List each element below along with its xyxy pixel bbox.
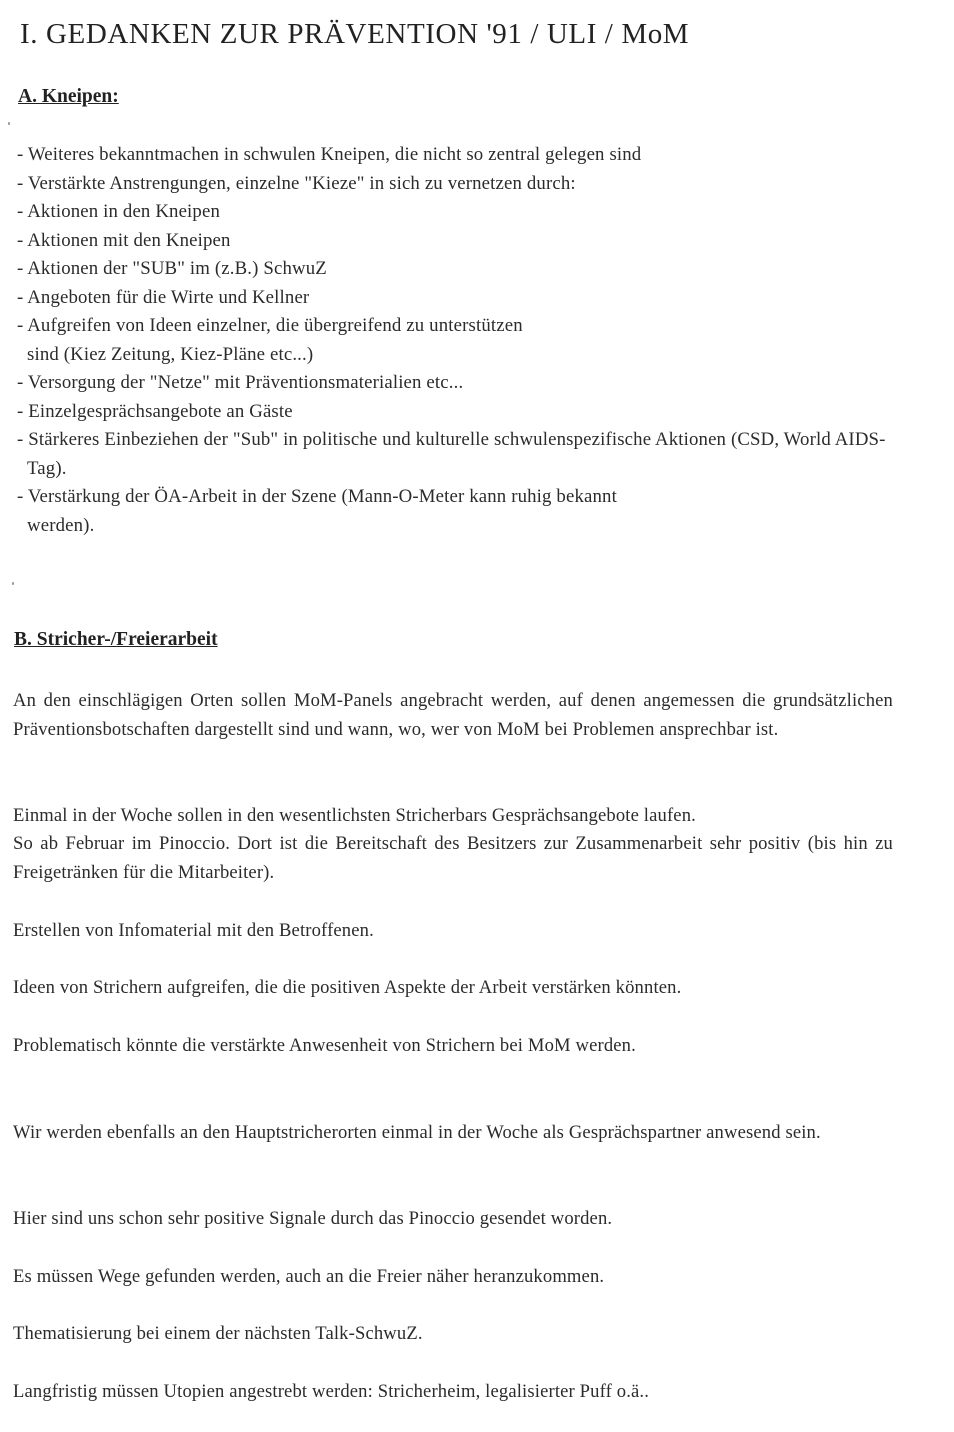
section-heading-kneipen: A. Kneipen: (18, 86, 119, 107)
list-item: - Stärkeres Einbeziehen der "Sub" in politische und kulturelle schwulenspezifische Aktionen (CSD, World AIDS-Tag). (17, 429, 886, 479)
paragraph: Einmal in der Woche sollen in den wesentlichsten Stricherbars Gesprächsangebote laufen. (13, 805, 696, 826)
kneipen-list (17, 141, 917, 540)
list-item: - Weiteres bekanntmachen in schwulen Kneipen, die nicht so zentral gelegen sind (17, 144, 642, 165)
paragraph: Hier sind uns schon sehr positive Signale durch das Pinoccio gesendet worden. (13, 1208, 613, 1229)
paragraph: So ab Februar im Pinoccio. Dort ist die Bereitschaft des Besitzers zur Zusammenarbeit sehr positiv (bis hin zu Freigetränken für die Mitarbeiter). (13, 833, 893, 883)
list-item: - Aufgreifen von Ideen einzelner, die übergreifend zu unterstützen sind (Kiez Zeitung, Kiez-Pläne etc...) (17, 315, 523, 365)
section-heading-stricher-freierarbeit: B. Stricher-/Freierarbeit (14, 629, 218, 650)
paragraph: An den einschlägigen Orten sollen MoM-Panels angebracht werden, auf denen angemessen die grundsätzlichen Präventionsbotschaften dargestellt sind und wann, wo, wer von MoM bei Problemen ansprechbar ist. (13, 690, 893, 740)
paragraph: Erstellen von Infomaterial mit den Betroffenen. (13, 920, 374, 941)
paragraph: Thematisierung bei einem der nächsten Talk-SchwuZ. (13, 1323, 423, 1344)
paragraph: Ideen von Strichern aufgreifen, die die positiven Aspekte der Arbeit verstärken könnten. (13, 977, 682, 998)
list-item: - Angeboten für die Wirte und Kellner (17, 286, 310, 308)
list-item: - Einzelgesprächsangebote an Gäste (17, 400, 293, 422)
list-item: - Aktionen mit den Kneipen (17, 229, 231, 251)
scan-speck (8, 122, 10, 125)
list-item: - Versorgung der "Netze" mit Präventionsmaterialien etc... (17, 372, 464, 393)
paragraph: Problematisch könnte die verstärkte Anwesenheit von Strichern bei MoM werden. (13, 1035, 636, 1056)
list-item: - Aktionen der "SUB" im (z.B.) SchwuZ (17, 258, 327, 279)
scan-speck (12, 582, 14, 585)
list-item: - Verstärkte Anstrengungen, einzelne "Kieze" in sich zu vernetzen durch: (17, 172, 576, 194)
paragraph: Langfristig müssen Utopien angestrebt werden: Stricherheim, legalisierter Puff o.ä.. (13, 1381, 650, 1402)
list-item: - Aktionen in den Kneipen (17, 201, 220, 222)
list-item: - Verstärkung der ÖA-Arbeit in der Szene (Mann-O-Meter kann ruhig bekannt werden). (17, 486, 617, 536)
paragraph: Es müssen Wege gefunden werden, auch an die Freier näher heranzukommen. (13, 1266, 605, 1287)
document-title: I. GEDANKEN ZUR PRÄVENTION '91 / ULI / MoM (20, 18, 690, 50)
paragraph: Wir werden ebenfalls an den Hauptstricherorten einmal in der Woche als Gesprächspartner anwesend sein. (13, 1122, 821, 1143)
